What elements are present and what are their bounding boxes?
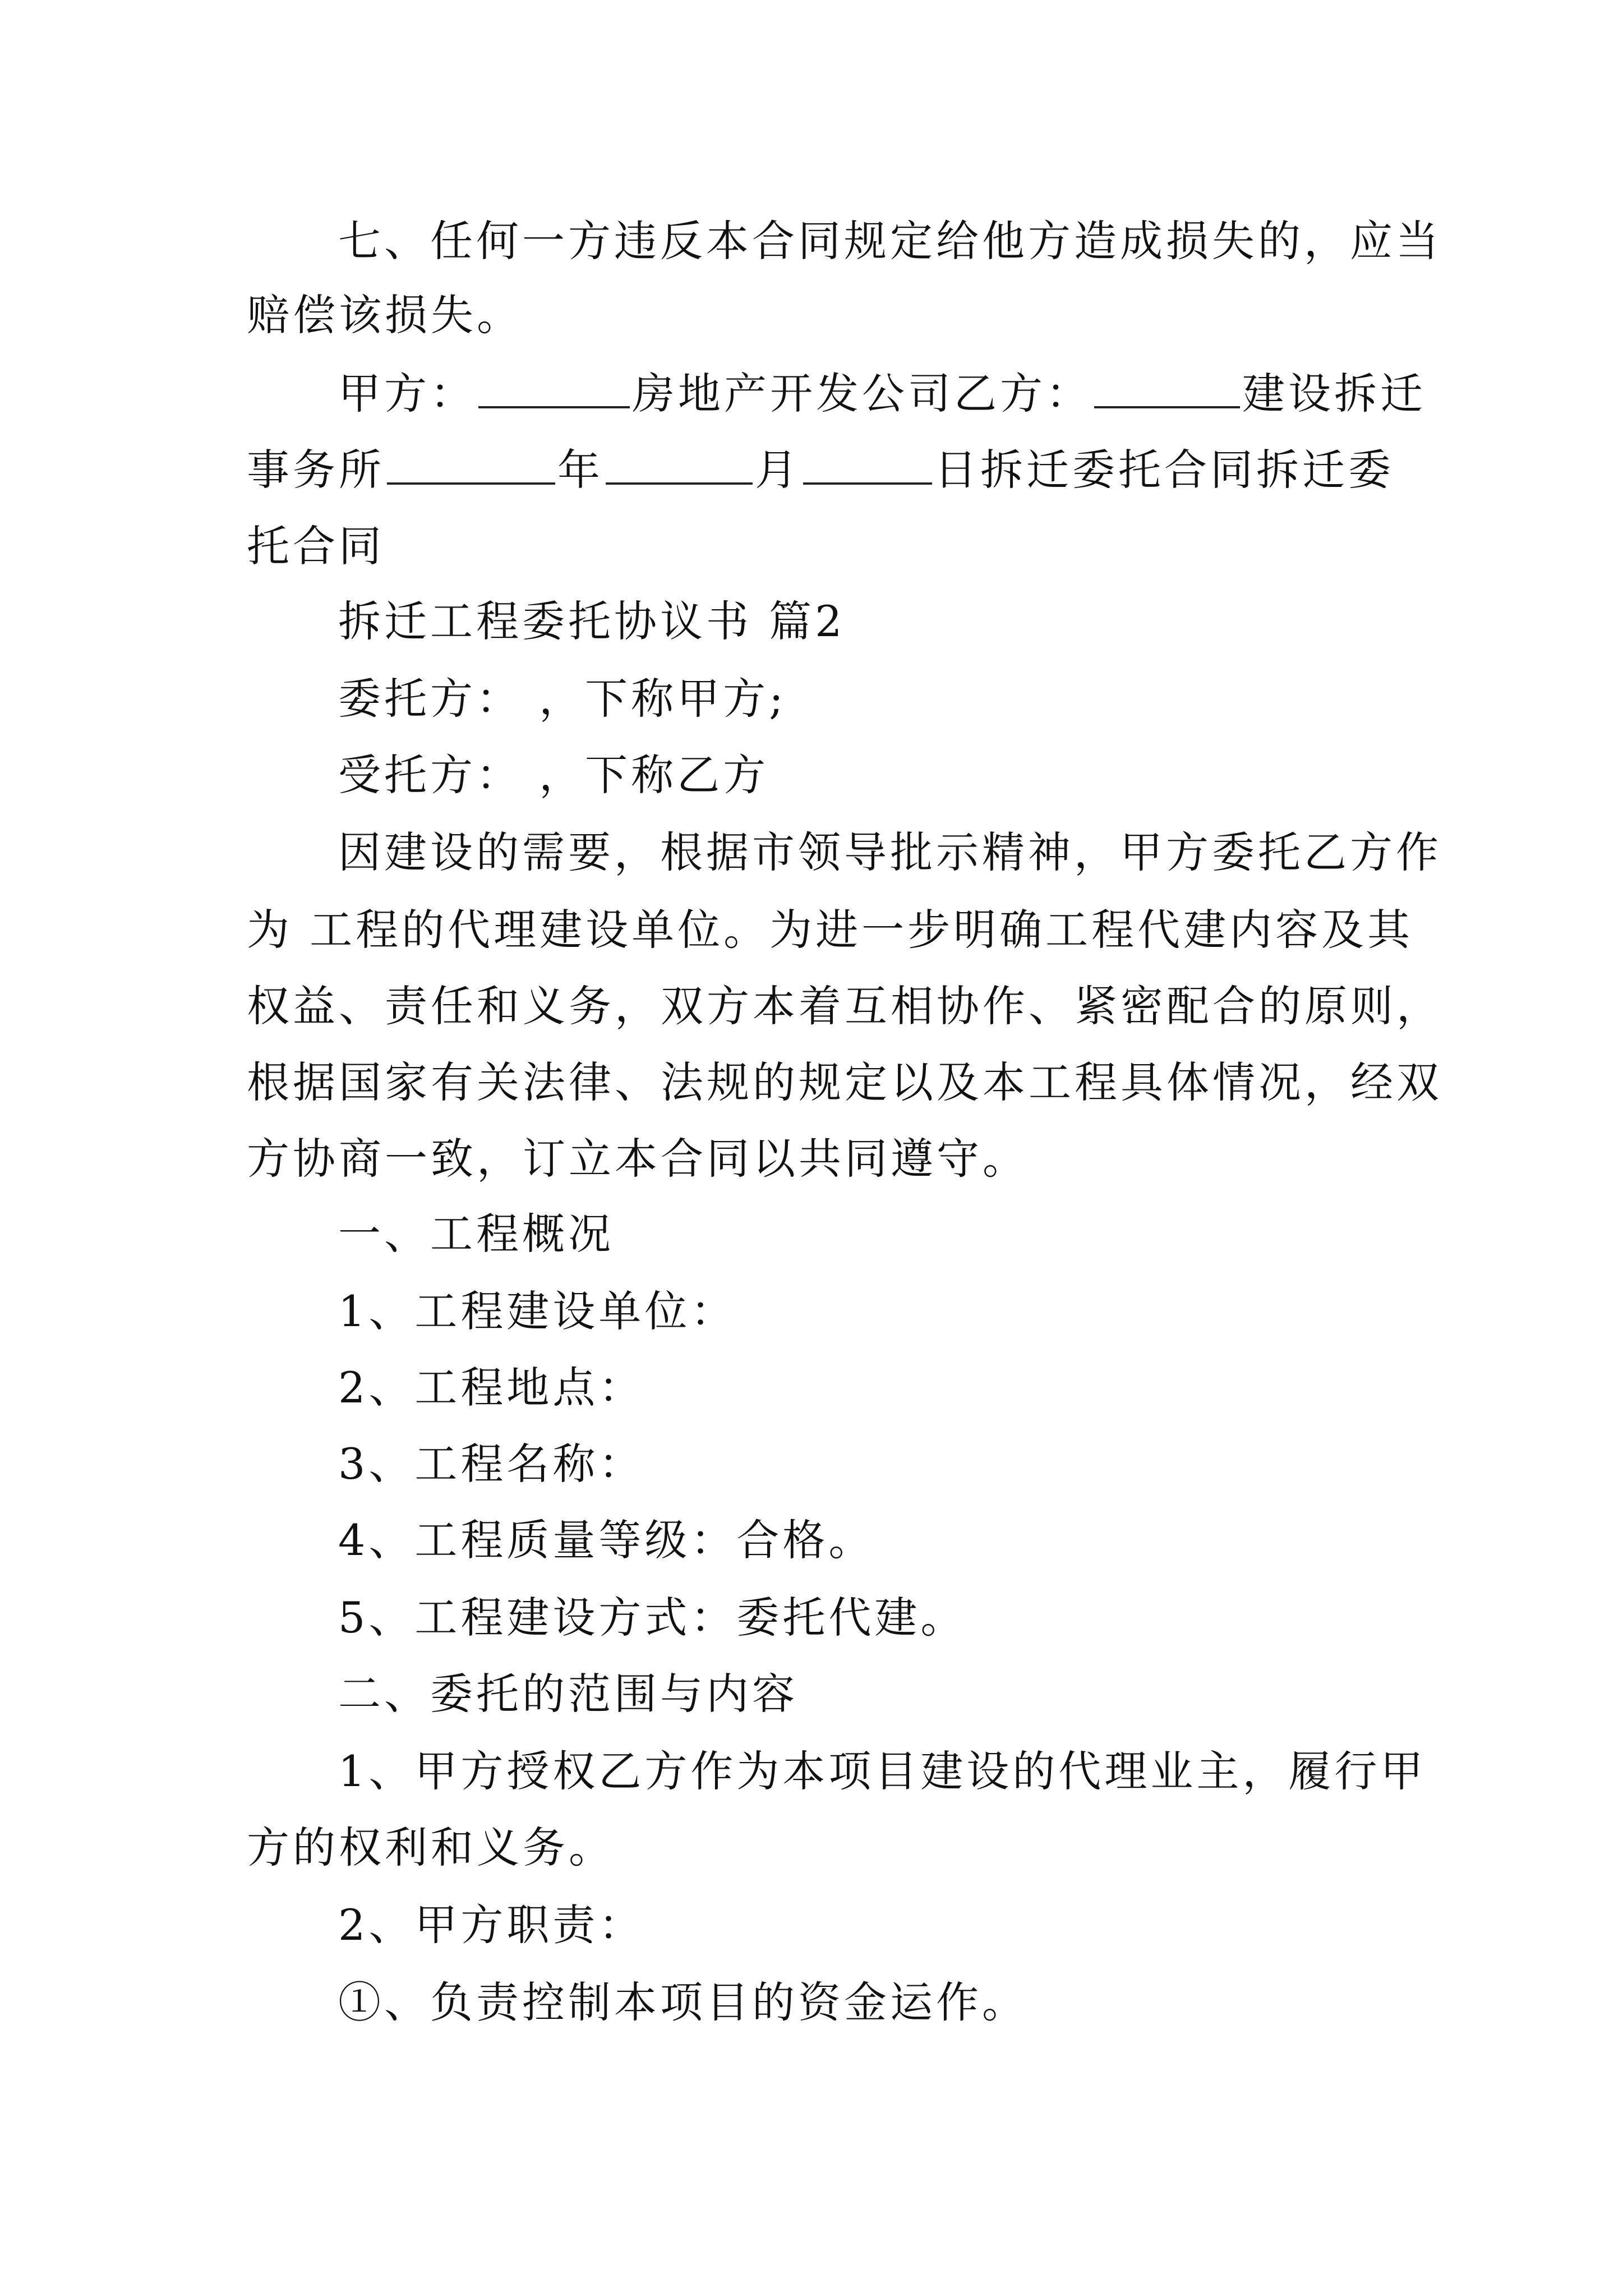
signature-line bbox=[338, 366, 1426, 422]
paragraph-line: 权益、责任和义务，双方本着互相协作、紧密配合的原则， bbox=[247, 981, 1442, 1031]
blank-underline bbox=[606, 443, 753, 485]
paragraph-line: 七、任何一方违反本合同规定给他方造成损失的，应当 bbox=[338, 216, 1442, 266]
list-item: 1、工程建设单位： bbox=[338, 1286, 737, 1336]
paragraph-line: 因建设的需要，根据市领导批示精神，甲方委托乙方作 bbox=[338, 827, 1442, 877]
paragraph-line: 为 工程的代理建设单位。为进一步明确工程代建内容及其 bbox=[247, 905, 1414, 955]
list-item: 2、甲方职责： bbox=[338, 1900, 645, 1950]
list-item: ①、负责控制本项目的资金运作。 bbox=[338, 1977, 1028, 2027]
section-heading: 拆迁工程委托协议书 篇2 bbox=[338, 596, 846, 646]
party-a-company: 房地产开发公司乙方： bbox=[632, 369, 1092, 418]
list-item: 3、工程名称： bbox=[338, 1439, 645, 1489]
paragraph-line: 方的权利和义务。 bbox=[247, 1823, 615, 1872]
section-heading: 二、委托的范围与内容 bbox=[338, 1669, 798, 1719]
list-item: 4、工程质量等级：合格。 bbox=[338, 1515, 875, 1565]
day-label: 日拆迁委托合同拆迁委 bbox=[934, 445, 1394, 495]
blank-underline bbox=[387, 443, 555, 485]
paragraph-line: 委托方： ，下称甲方; bbox=[338, 674, 787, 724]
section-heading: 一、工程概况 bbox=[338, 1209, 614, 1259]
year-label: 年 bbox=[557, 445, 603, 495]
list-item: 5、工程建设方式：委托代建。 bbox=[338, 1593, 967, 1642]
paragraph-line: 托合同 bbox=[247, 521, 385, 571]
list-item: 1、甲方授权乙方作为本项目建设的代理业主，履行甲 bbox=[338, 1746, 1427, 1796]
paragraph-line: 根据国家有关法律、法规的规定以及本工程具体情况，经双 bbox=[247, 1057, 1442, 1107]
blank-underline bbox=[803, 443, 932, 485]
party-a-label: 甲方： bbox=[338, 369, 476, 418]
paragraph-line: 受托方： ，下称乙方 bbox=[338, 750, 769, 800]
paragraph-line: 方协商一致，订立本合同以共同遵守。 bbox=[247, 1134, 1029, 1184]
office-label: 事务所 bbox=[247, 445, 385, 495]
paragraph-line: 赔偿该损失。 bbox=[247, 290, 523, 340]
blank-underline bbox=[478, 367, 630, 408]
list-item: 2、工程地点： bbox=[338, 1363, 645, 1412]
party-b-company: 建设拆迁 bbox=[1242, 369, 1426, 418]
date-line bbox=[247, 442, 1394, 498]
blank-underline bbox=[1094, 367, 1240, 408]
month-label: 月 bbox=[755, 445, 801, 495]
